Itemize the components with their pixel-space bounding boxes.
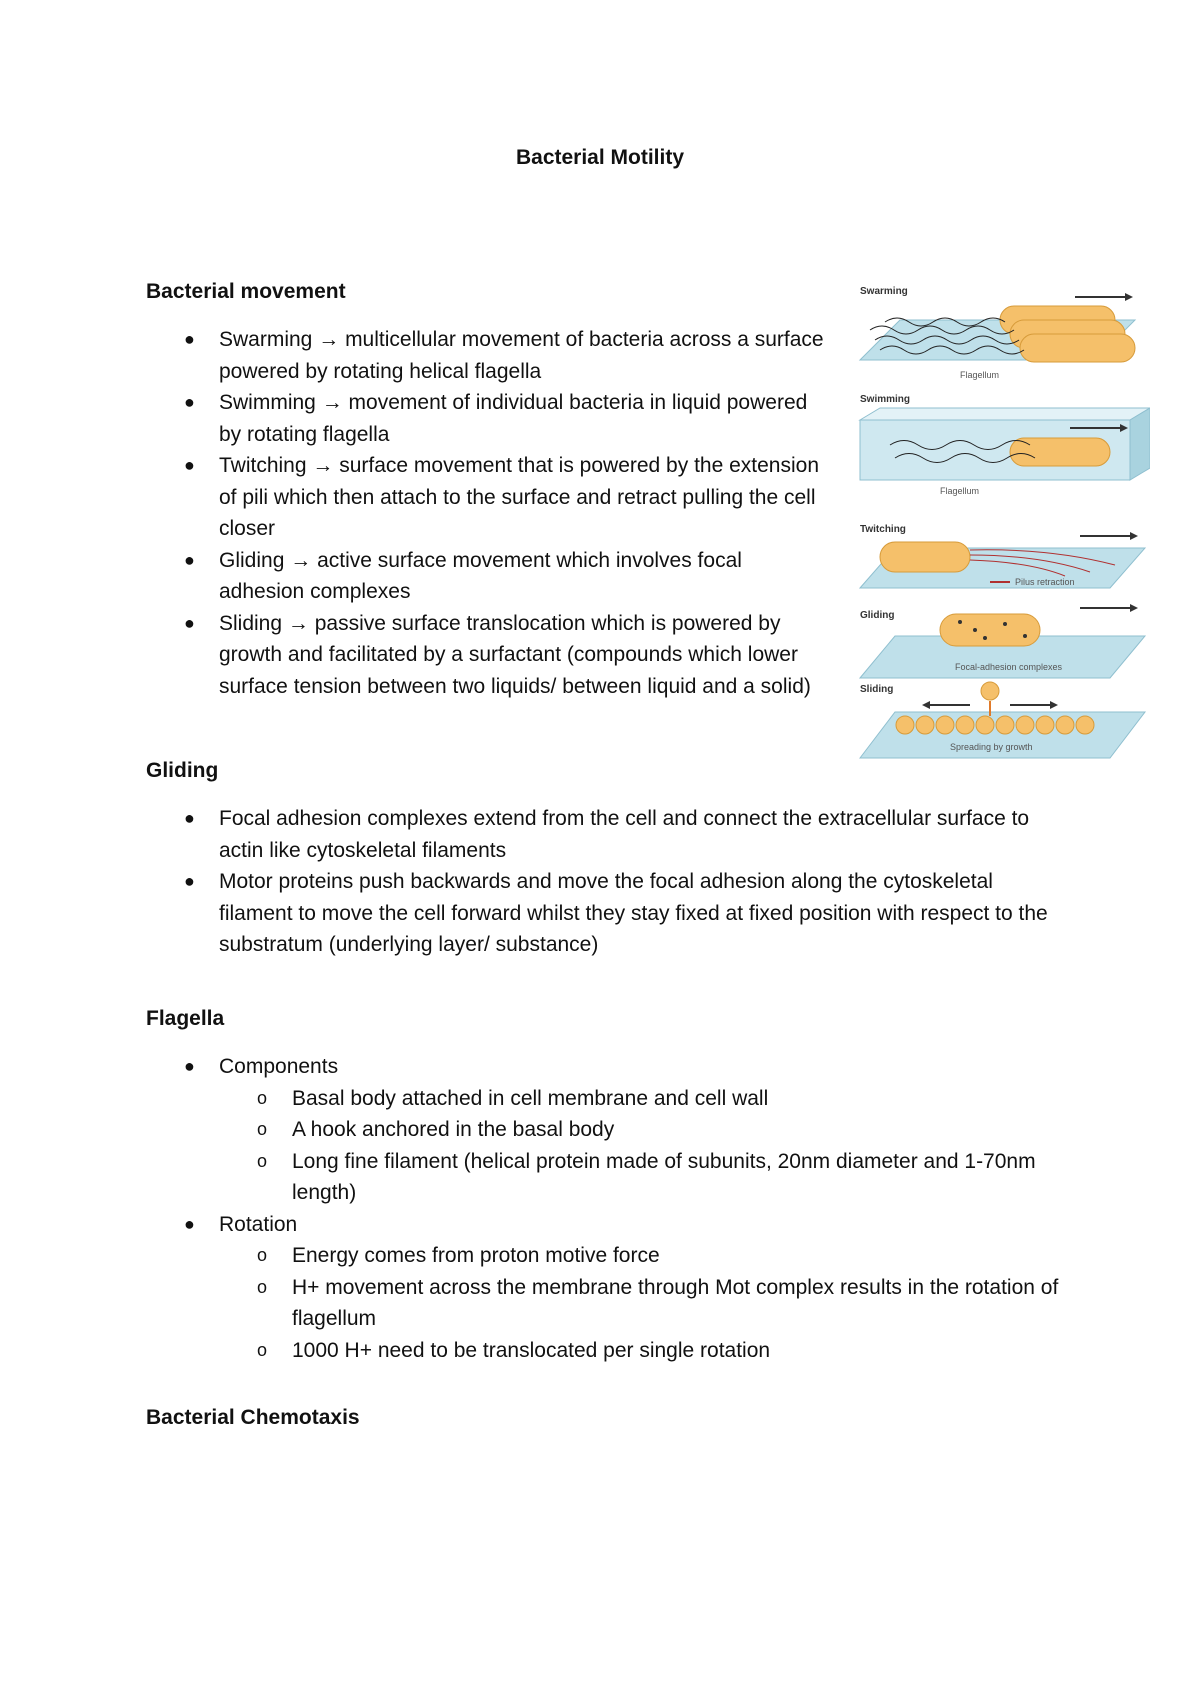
water-top bbox=[860, 408, 1150, 420]
arrowhead-gliding bbox=[1130, 604, 1138, 612]
heading-bacterial-movement: Bacterial movement bbox=[146, 280, 346, 303]
sub-bullet-icon: o bbox=[257, 1276, 268, 1297]
cell-twitching bbox=[880, 542, 970, 572]
item-text: Motor proteins push backwards and move the focal adhesion along the cytoskeletal filament to move the cell forward whilst they stay fixed at fixed position with respect to the substratum (underlying layer/ substance) bbox=[219, 870, 1048, 956]
label-focal-adhesion: Focal-adhesion complexes bbox=[955, 662, 1063, 672]
arrow-icon: → bbox=[287, 611, 309, 635]
components-sublist bbox=[219, 1083, 1066, 1209]
label-gliding: Gliding bbox=[860, 610, 895, 621]
heading-bacterial-chemotaxis: Bacterial Chemotaxis bbox=[146, 1406, 360, 1429]
item-text: passive surface translocation which is powered by growth and facilitated by a surfactant (compounds which lower surface tension between two liquids/ between liquid and a solid) bbox=[219, 611, 811, 698]
list-item bbox=[146, 450, 826, 545]
gliding-list bbox=[146, 803, 1066, 961]
item-text: H+ movement across the membrane through Mot complex results in the rotation of flagellum bbox=[292, 1275, 1059, 1330]
arrow-icon: → bbox=[318, 328, 340, 351]
heading-gliding: Gliding bbox=[146, 759, 219, 782]
label-swarming: Swarming bbox=[860, 286, 908, 297]
term: Sliding bbox=[219, 611, 283, 635]
sub-bullet-icon: o bbox=[257, 1339, 268, 1360]
focal-dot bbox=[983, 636, 987, 640]
sub-bullet-icon: o bbox=[257, 1087, 268, 1108]
sub-bullet-icon: o bbox=[257, 1245, 268, 1265]
label-spreading: Spreading by growth bbox=[950, 742, 1033, 752]
item-text: Energy comes from proton motive force bbox=[292, 1244, 660, 1267]
focal-dot bbox=[958, 620, 962, 624]
cell-sliding-top bbox=[981, 682, 999, 700]
list-item bbox=[146, 324, 826, 387]
arrow-icon: → bbox=[290, 548, 312, 572]
bullet-icon: ● bbox=[184, 612, 195, 633]
bullet-icon: ● bbox=[184, 392, 195, 412]
bullet-icon: ● bbox=[184, 871, 195, 891]
item-text: Focal adhesion complexes extend from the cell and connect the extracellular surface to actin like cytoskeletal filaments bbox=[219, 807, 1030, 862]
term: Swimming bbox=[219, 391, 316, 414]
arrow-icon: → bbox=[321, 391, 343, 414]
cell-gliding bbox=[940, 614, 1040, 646]
sublist-item bbox=[219, 1272, 1066, 1335]
sublist-item bbox=[219, 1083, 1066, 1115]
water-side bbox=[1130, 408, 1150, 480]
cell-swarming-3 bbox=[1020, 334, 1135, 362]
item-text: Basal body attached in cell membrane and cell wall bbox=[292, 1086, 769, 1110]
bullet-icon: ● bbox=[184, 1056, 195, 1076]
list-item bbox=[146, 1209, 1066, 1367]
arrowhead-left bbox=[922, 701, 930, 709]
label-twitching: Twitching bbox=[860, 524, 906, 535]
list-item bbox=[146, 866, 1066, 961]
sub-bullet-icon: o bbox=[257, 1150, 268, 1171]
bullet-icon: ● bbox=[184, 329, 195, 349]
bullet-icon: ● bbox=[184, 549, 195, 570]
rotation-sublist bbox=[219, 1240, 1066, 1366]
item-text: multicellular movement of bacteria across a surface powered by rotating helical flagella bbox=[219, 328, 824, 383]
term: Twitching bbox=[219, 454, 307, 477]
arrowhead-swarming bbox=[1125, 293, 1133, 301]
item-text: surface movement that is powered by the extension of pili which then attach to the surface and retract pulling the cell closer bbox=[219, 454, 819, 540]
motility-diagram bbox=[850, 280, 1150, 820]
sublist-item bbox=[219, 1114, 1066, 1146]
list-item bbox=[146, 387, 826, 450]
sub-bullet-icon: o bbox=[257, 1119, 268, 1139]
item-text: A hook anchored in the basal body bbox=[292, 1118, 615, 1141]
label-pilus-retraction: Pilus retraction bbox=[1015, 577, 1075, 587]
list-item bbox=[146, 608, 826, 703]
sublist-item bbox=[219, 1146, 1066, 1209]
sublist-item bbox=[219, 1335, 1066, 1367]
bullet-icon: ● bbox=[184, 808, 195, 828]
label-flagellum-1: Flagellum bbox=[960, 370, 1000, 380]
arrowhead-twitching bbox=[1130, 532, 1138, 540]
term: Gliding bbox=[219, 548, 285, 572]
heading-flagella: Flagella bbox=[146, 1007, 225, 1030]
label-swimming: Swimming bbox=[860, 394, 911, 405]
item-text: Components bbox=[219, 1055, 339, 1078]
focal-dot bbox=[1003, 622, 1007, 626]
list-item bbox=[146, 803, 1066, 866]
flagella-list bbox=[146, 1051, 1066, 1366]
label-sliding: Sliding bbox=[860, 684, 894, 695]
item-text: Rotation bbox=[219, 1212, 298, 1236]
sublist-item bbox=[219, 1240, 1066, 1272]
list-item bbox=[146, 1051, 1066, 1209]
label-flagellum-2: Flagellum bbox=[940, 486, 980, 496]
focal-dot bbox=[1023, 634, 1027, 638]
page-title: Bacterial Motility bbox=[515, 146, 685, 169]
bullet-icon: ● bbox=[184, 1213, 195, 1234]
item-text: 1000 H+ need to be translocated per single rotation bbox=[292, 1338, 771, 1362]
arrowhead-right bbox=[1050, 701, 1058, 709]
arrow-icon: → bbox=[312, 454, 334, 477]
item-text: movement of individual bacteria in liquid powered by rotating flagella bbox=[219, 391, 808, 446]
term: Swarming bbox=[219, 328, 313, 351]
movement-list bbox=[146, 324, 826, 702]
item-text: Long fine filament (helical protein made of subunits, 20nm diameter and 1-70nm length) bbox=[292, 1149, 1036, 1204]
focal-dot bbox=[973, 628, 977, 632]
list-item bbox=[146, 545, 826, 608]
bullet-icon: ● bbox=[184, 455, 195, 475]
item-text: active surface movement which involves focal adhesion complexes bbox=[219, 548, 742, 603]
